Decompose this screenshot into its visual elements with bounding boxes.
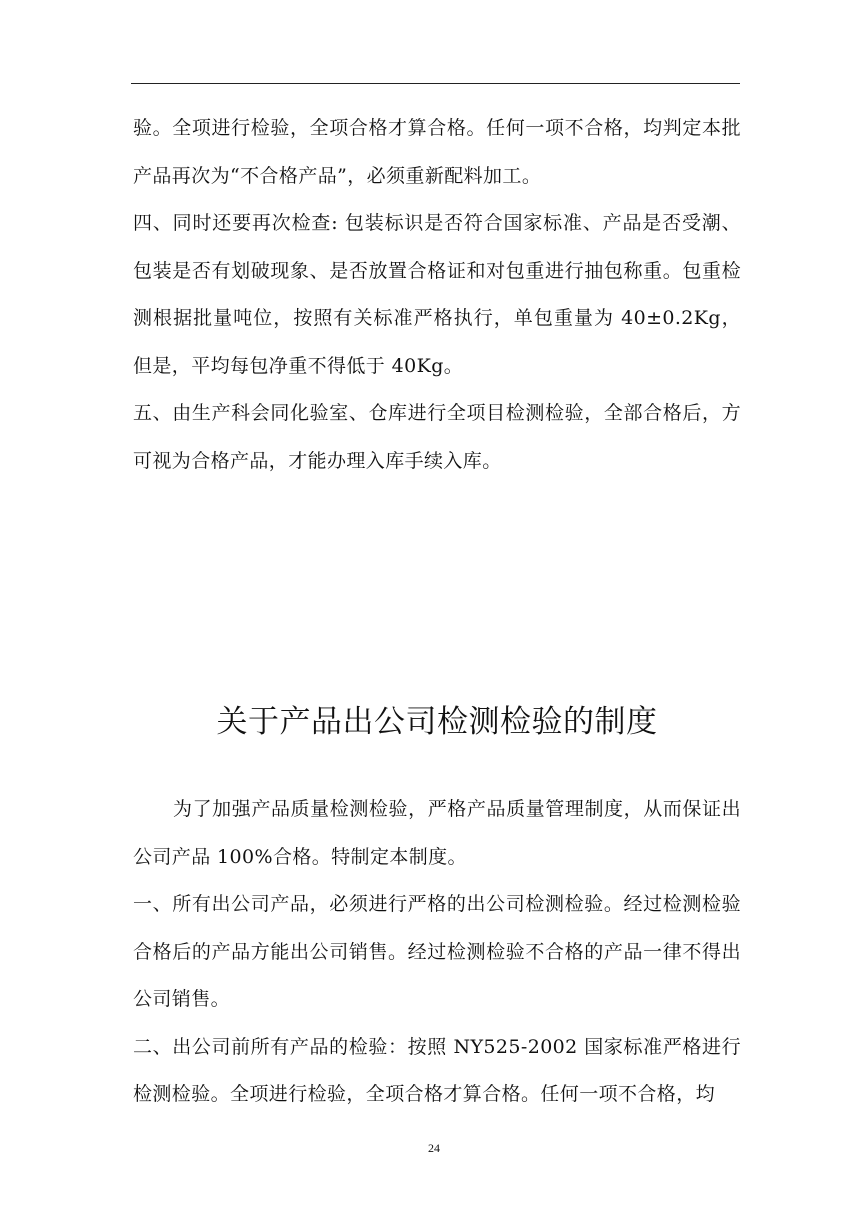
paragraph-item-five: 五、由生产科会同化验室、仓库进行全项目检测检验，全部合格后，方可视为合格产品，才能办理入库手续入库。: [133, 402, 741, 472]
continuation-text: [133, 105, 741, 485]
section-body: [133, 786, 741, 1119]
paragraph-item-four: 四、同时还要再次检查: 包装标识是否符合国家标准、产品是否受潮、包装是否有划破现象、是否放置合格证和对包重进行抽包称重。包重检测根据批量吨位，按照有关标准严格执行，单包重量为 40±0.2Kg，但是，平均每包净重不得低于 40Kg。: [133, 212, 741, 377]
page-number: 24: [428, 1141, 440, 1155]
paragraph-intro: 为了加强产品质量检测检验，严格产品质量管理制度，从而保证出公司产品 100%合格。特制定本制度。: [133, 798, 741, 868]
paragraph-item-one: 一、所有出公司产品，必须进行严格的出公司检测检验。经过检测检验合格后的产品方能出公司销售。经过检测检验不合格的产品一律不得出公司销售。: [133, 893, 741, 1010]
paragraph-item-two: 二、出公司前所有产品的检验：按照 NY525-2002 国家标准严格进行检测检验。全项进行检验，全项合格才算合格。任何一项不合格，均: [133, 1035, 741, 1105]
paragraph-continuation: 验。全项进行检验，全项合格才算合格。任何一项不合格，均判定本批产品再次为“不合格产品”，必须重新配料加工。: [133, 117, 741, 187]
header-rule: [131, 83, 740, 84]
section-title: 关于产品出公司检测检验的制度: [216, 704, 658, 740]
